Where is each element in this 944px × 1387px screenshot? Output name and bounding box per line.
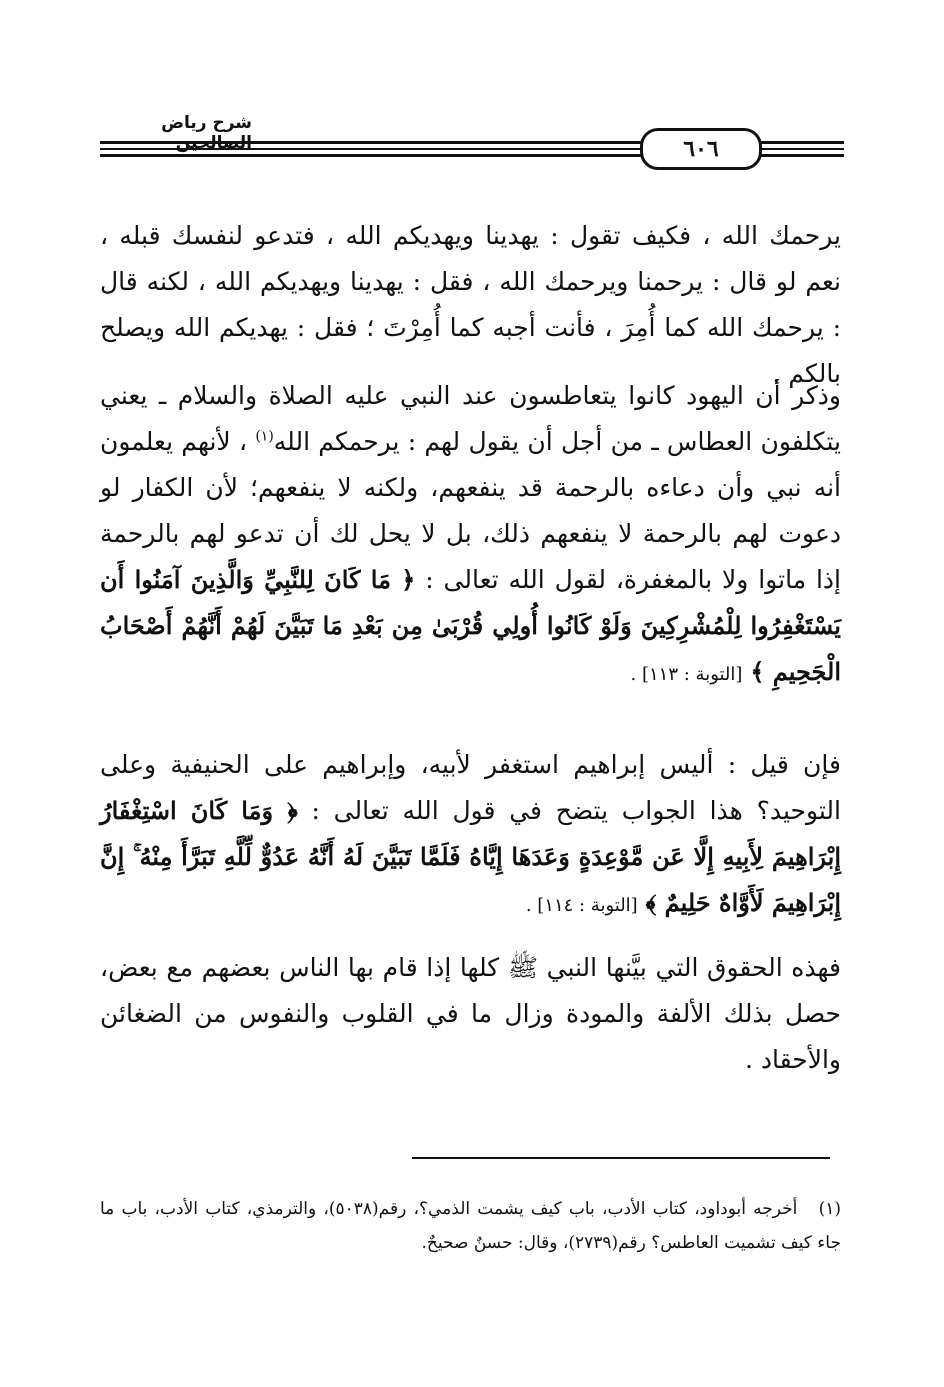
- verse-reference: [التوبة : ١١٣] .: [630, 664, 743, 685]
- paragraph: [100, 373, 841, 698]
- running-title: شرح رياض: [161, 113, 252, 133]
- footnote: [100, 1192, 841, 1260]
- footnote-reference[interactable]: (١): [255, 428, 274, 445]
- paragraph-text: وذكر أن اليهود كانوا يتعاطسون عند النبي عليه الصلاة والسلام ـ يعني يتكلفون العطاس ـ من أجل أن يقول لهم : يرحمكم الله: [100, 381, 841, 456]
- paragraph: [100, 742, 841, 929]
- footnote-separator: [412, 1157, 830, 1159]
- paragraph: فهذه الحقوق التي بيَّنها النبي ﷺ كلها إذا قام بها الناس بعضهم مع بعض، حصل بذلك الألفة والمودة وزال ما في القلوب والنفوس من الضغائن والأحقاد .: [100, 953, 841, 1074]
- footnote-text: أخرجه أبوداود، كتاب الأدب، باب كيف يشمت الذمي؟، رقم(٥٠٣٨)، والترمذي، كتاب الأدب، باب ما جاء كيف تشميت العاطس؟ رقم(٢٧٣٩)، وقال: حسنٌ صحيحٌ.: [100, 1199, 841, 1253]
- verse-reference: [التوبة : ١١٤] .: [525, 895, 638, 916]
- paragraph-text: فإن قيل : أليس إبراهيم استغفر لأبيه، وإبراهيم على الحنيفية وعلى التوحيد؟ هذا الجواب يتضح في قول الله تعالى :: [100, 750, 841, 825]
- quran-verse: ﴿ وَمَا كَانَ اسْتِغْفَارُ إِبْرَاهِيمَ لِأَبِيهِ إِلَّا عَن مَّوْعِدَةٍ وَعَدَهَا إِيَّاهُ فَلَمَّا تَبَيَّنَ لَهُ أَنَّهُ عَدُوٌّ لِّلَّهِ تَبَرَّأَ مِنْهُ ۚ إِنَّ إِبْرَاهِيمَ لَأَوَّاهٌ حَلِيمٌ ﴾: [100, 796, 841, 917]
- footnote-marker: (١): [818, 1199, 842, 1219]
- paragraph-text: ، لأنهم يعلمون أنه نبي وأن دعاءه بالرحمة قد ينفعهم، ولكنه لا ينفعهم؛ لأن الكفار لو دعوت لهم بالرحمة لا ينفعهم ذلك، بل لا يحل لك أن تدعو لهم بالرحمة إذا ماتوا ولا بالمغفرة، لقول الله تعالى :: [100, 427, 841, 594]
- paragraph: يرحمك الله ، فكيف تقول : يهدينا ويهديكم الله ، فتدعو لنفسك قبله ، نعم لو قال : يرحمنا ويرحمك الله ، فقل : يهدينا ويهديكم الله ، لكنه قال : يرحمك الله كما أُمِرَ ، فأنت أجبه كما أُمِرْتَ ؛ فقل : يهديكم الله ويصلح بالكم .: [100, 221, 841, 388]
- quran-verse: ﴿ مَا كَانَ لِلنَّبِيِّ وَالَّذِينَ آمَنُوا أَن يَسْتَغْفِرُوا لِلْمُشْرِكِينَ وَلَوْ كَانُوا أُولِي قُرْبَىٰ مِن بَعْدِ مَا تَبَيَّنَ لَهُمْ أَنَّهُمْ أَصْحَابُ الْجَحِيمِ ﴾: [100, 565, 841, 686]
- page-number: ٦٠٦: [640, 128, 762, 170]
